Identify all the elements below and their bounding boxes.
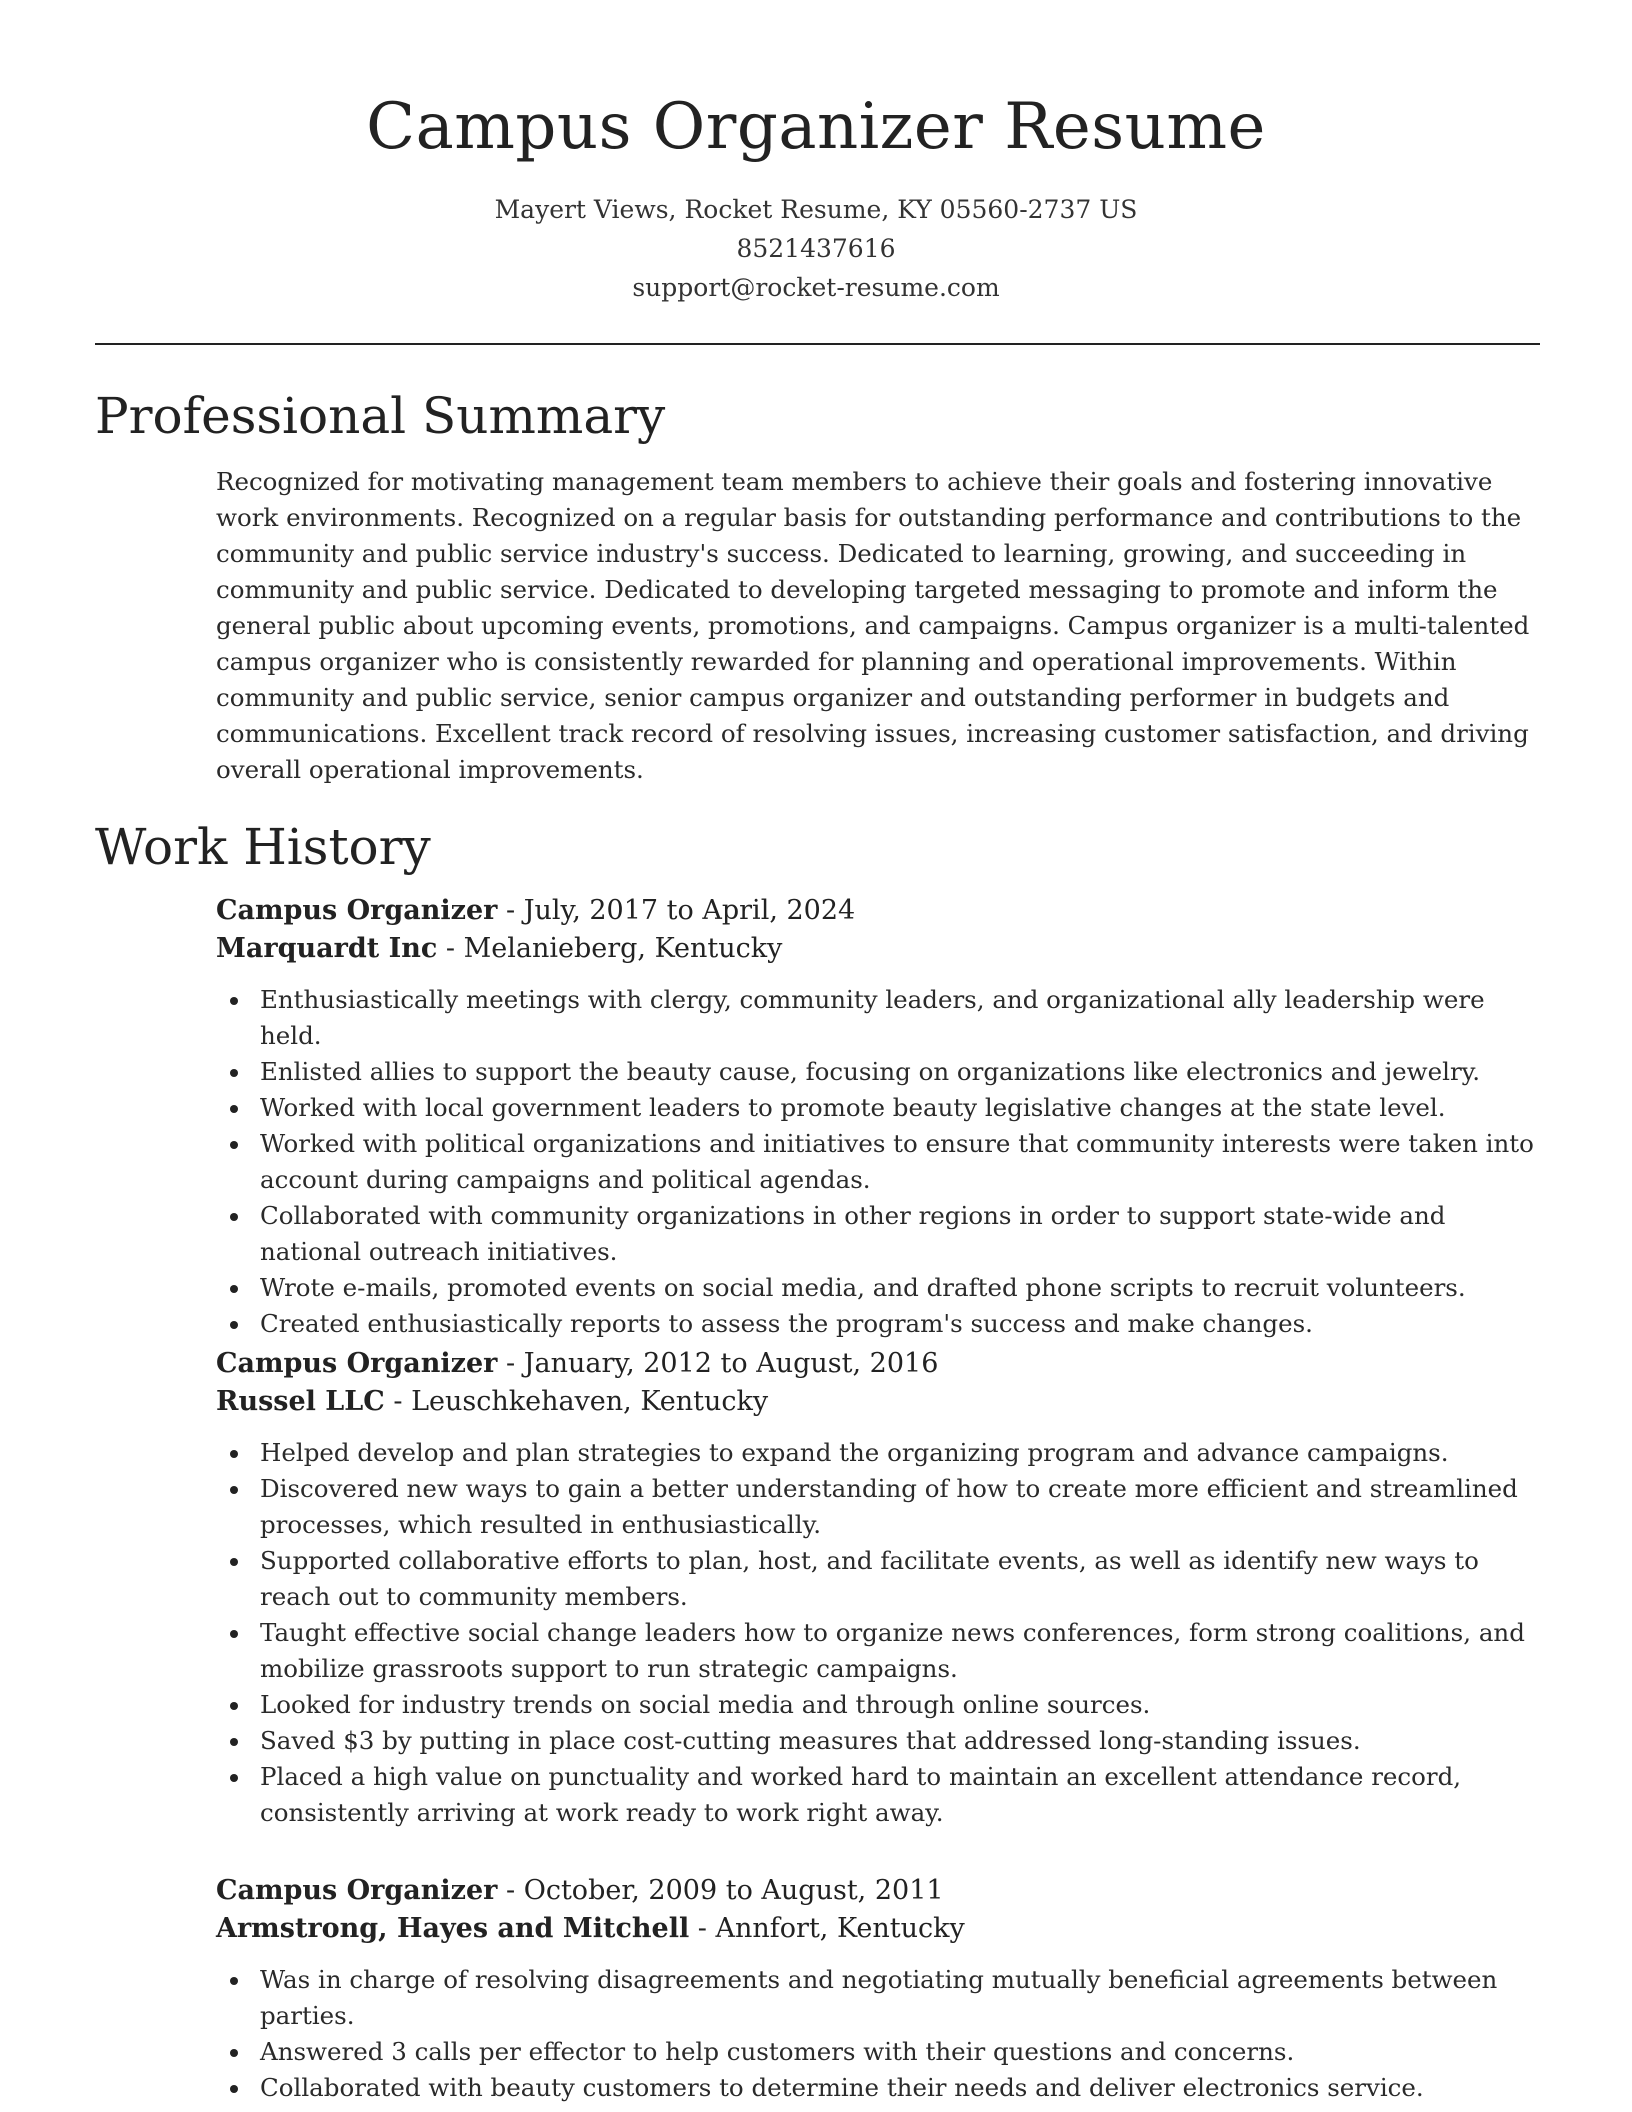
job-bullet: Discovered new ways to gain a better understanding of how to create more efficient and streamlined processes, which resulted in enthusiastically.	[260, 1471, 1546, 1543]
job-entry	[216, 1345, 1546, 1831]
contact-phone: 8521437616	[736, 234, 896, 263]
job-company-line: Marquardt Inc - Melanieberg, Kentucky	[216, 933, 783, 964]
job-dates: July, 2017 to April, 2024	[523, 895, 856, 926]
work-history-heading: Work History	[95, 818, 431, 876]
job-bullet: Created enthusiastically reports to assess the program's success and make changes.	[260, 1306, 1546, 1342]
job-bullets	[216, 1962, 1546, 2106]
job-company-line: Armstrong, Hayes and Mitchell - Annfort, Kentucky	[216, 1913, 965, 1944]
job-location: Melanieberg, Kentucky	[463, 933, 783, 964]
job-dates: October, 2009 to August, 2011	[523, 1875, 944, 1906]
job-bullet: Helped develop and plan strategies to expand the organizing program and advance campaigns.	[260, 1435, 1546, 1471]
summary-heading: Professional Summary	[95, 387, 666, 445]
job-bullet: Wrote e-mails, promoted events on social media, and drafted phone scripts to recruit volunteers.	[260, 1270, 1546, 1306]
resume-title: Campus Organizer Resume	[366, 90, 1266, 164]
job-position: Campus Organizer	[216, 1348, 498, 1379]
job-dates: January, 2012 to August, 2016	[523, 1348, 939, 1379]
contact-address: Mayert Views, Rocket Resume, KY 05560-2737 US	[494, 195, 1138, 224]
job-bullet: Collaborated with community organizations in other regions in order to support state-wide and national outreach initiatives.	[260, 1198, 1546, 1270]
job-bullet: Supported collaborative efforts to plan, host, and facilitate events, as well as identify new ways to reach out to community members.	[260, 1543, 1546, 1615]
job-company: Russel LLC	[216, 1386, 385, 1417]
job-position: Campus Organizer	[216, 1875, 498, 1906]
job-bullets	[216, 1435, 1546, 1831]
header-divider	[95, 343, 1540, 345]
job-entry	[216, 1872, 1546, 2106]
job-company-line: Russel LLC - Leuschkehaven, Kentucky	[216, 1386, 769, 1417]
job-company: Armstrong, Hayes and Mitchell	[216, 1913, 690, 1944]
job-bullet: Enthusiastically meetings with clergy, community leaders, and organizational ally leadership were held.	[260, 982, 1546, 1054]
job-bullet: Collaborated with beauty customers to determine their needs and deliver electronics service.	[260, 2070, 1546, 2106]
job-location: Leuschkehaven, Kentucky	[411, 1386, 769, 1417]
job-bullet: Worked with local government leaders to promote beauty legislative changes at the state level.	[260, 1090, 1546, 1126]
resume-header	[0, 82, 1632, 307]
job-entry	[216, 892, 1546, 1342]
job-bullet: Saved $3 by putting in place cost-cutting measures that addressed long-standing issues.	[260, 1723, 1546, 1759]
job-title-line: Campus Organizer - January, 2012 to August, 2016	[216, 1348, 939, 1379]
job-location: Annfort, Kentucky	[715, 1913, 965, 1944]
contact-info	[0, 190, 1632, 307]
job-position: Campus Organizer	[216, 895, 498, 926]
job-bullet: Placed a high value on punctuality and worked hard to maintain an excellent attendance record, consistently arriving at work ready to work right away.	[260, 1759, 1546, 1831]
job-title-line: Campus Organizer - July, 2017 to April, 2024	[216, 895, 856, 926]
job-company: Marquardt Inc	[216, 933, 438, 964]
job-bullet: Worked with political organizations and initiatives to ensure that community interests were taken into account during campaigns and political agendas.	[260, 1126, 1546, 1198]
job-title-line: Campus Organizer - October, 2009 to August, 2011	[216, 1875, 944, 1906]
job-bullet: Looked for industry trends on social media and through online sources.	[260, 1687, 1546, 1723]
job-bullets	[216, 982, 1546, 1342]
job-bullet: Was in charge of resolving disagreements and negotiating mutually beneficial agreements between parties.	[260, 1962, 1546, 2034]
job-bullet: Enlisted allies to support the beauty cause, focusing on organizations like electronics and jewelry.	[260, 1054, 1546, 1090]
contact-email: support@rocket-resume.com	[632, 273, 1000, 302]
job-bullet: Taught effective social change leaders how to organize news conferences, form strong coalitions, and mobilize grassroots support to run strategic campaigns.	[260, 1615, 1546, 1687]
summary-text: Recognized for motivating management team members to achieve their goals and fostering innovative work environments. Recognized on a regular basis for outstanding performance and contributions to the community and public service industry's success. Dedicated to learning, growing, and succeeding in community and public service. Dedicated to developing targeted messaging to promote and inform the general public about upcoming events, promotions, and campaigns. Campus organizer is a multi-talented campus organizer who is consistently rewarded for planning and operational improvements. Within community and public service, senior campus organizer and outstanding performer in budgets and communications. Excellent track record of resolving issues, increasing customer satisfaction, and driving overall operational improvements.	[216, 467, 1530, 784]
job-bullet: Answered 3 calls per effector to help customers with their questions and concerns.	[260, 2034, 1546, 2070]
